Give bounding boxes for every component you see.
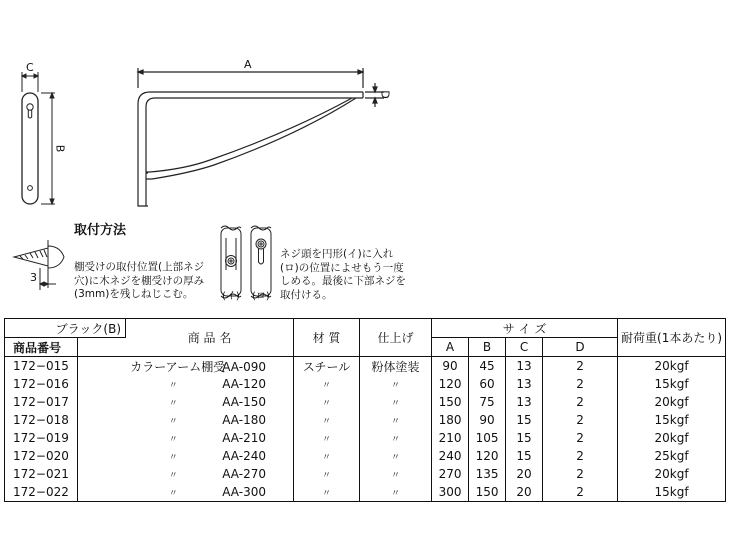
header-name: 商 品 名 [126,319,294,357]
install-note-right-line: ネジ頭を円形(イ)に入れ [280,248,394,260]
cell-load: 15kgf [618,375,726,393]
cell-finish: 粉体塗装 [360,357,432,376]
cell-material: 〃 [294,429,360,447]
cell-product-name [126,465,294,483]
cell-size-a: 150 [432,393,469,411]
cell-load: 20kgf [618,357,726,376]
cell-model: AA-120 [222,377,266,391]
cell-code: 172−016 [5,375,78,393]
table-row [5,429,726,447]
cell-name: 〃 [168,471,178,481]
label-ro: (ロ) [252,291,270,302]
header-size-b: B [469,338,506,357]
cell-size-a: 240 [432,447,469,465]
cell-material: 〃 [294,465,360,483]
cell-name: 〃 [168,489,178,499]
cell-finish: 〃 [360,447,432,465]
cell-load: 15kgf [618,411,726,429]
header-size-d: D [543,338,618,357]
cell-size-c: 20 [506,465,543,483]
install-note-left-line: (3mm)を残しねじこむ。 [74,288,194,300]
header-size: サ イ ズ [432,319,618,338]
cell-code: 172−020 [5,447,78,465]
header-code: 商品番号 [5,338,78,357]
header-load: 耐荷重(1本あたり) [618,319,726,357]
cell-material: スチール [294,357,360,376]
cell-load: 20kgf [618,465,726,483]
cell-load: 20kgf [618,429,726,447]
cell-code: 172−015 [5,357,78,376]
cell-size-c: 20 [506,483,543,502]
cell-material: 〃 [294,393,360,411]
cell-size-d: 2 [543,429,618,447]
install-note-left-line: 棚受けの取付位置(上部ネジ [74,261,205,273]
cell-size-b: 45 [469,357,506,376]
cell-size-d: 2 [543,357,618,376]
cell-size-d: 2 [543,375,618,393]
cell-size-a: 270 [432,465,469,483]
cell-name: 〃 [168,435,178,445]
header-size-a: A [432,338,469,357]
cell-load: 15kgf [618,483,726,502]
header-size-c: C [506,338,543,357]
cell-size-a: 90 [432,357,469,376]
cell-material: 〃 [294,447,360,465]
cell-product-name [126,447,294,465]
install-note-right [280,248,406,302]
keyhole-step-i [221,226,241,298]
cell-size-c: 15 [506,429,543,447]
table-row [5,483,726,502]
install-note-right-line: (ロ)の位置によせもう一度 [280,261,404,274]
cell-name: カラーアーム棚受 [130,359,226,374]
cell-size-d: 2 [543,447,618,465]
cell-size-d: 2 [543,411,618,429]
cell-name: 〃 [168,453,178,463]
color-label: ブラック(B) [5,319,126,338]
header-finish: 仕上げ [360,319,432,357]
cell-size-b: 120 [469,447,506,465]
cell-finish: 〃 [360,483,432,502]
dim-b-label: B [53,144,67,153]
cell-finish: 〃 [360,429,432,447]
cell-code: 172−019 [5,429,78,447]
cell-finish: 〃 [360,465,432,483]
cell-size-b: 135 [469,465,506,483]
cell-size-b: 60 [469,375,506,393]
install-note-right-line: しめる。最後に下部ネジを [280,275,406,287]
cell-model: AA-240 [222,449,266,463]
cell-size-d: 2 [543,465,618,483]
cell-model: AA-210 [222,431,266,445]
cell-model: AA-180 [222,413,266,427]
install-heading: 取付方法 [74,223,127,238]
cell-size-b: 150 [469,483,506,502]
cell-size-c: 13 [506,357,543,376]
table-row [5,393,726,411]
cell-load: 20kgf [618,393,726,411]
cell-code: 172−018 [5,411,78,429]
cell-code: 172−021 [5,465,78,483]
cell-name: 〃 [168,381,178,391]
cell-size-b: 75 [469,393,506,411]
table-row [5,447,726,465]
cell-code: 172−022 [5,483,78,502]
cell-finish: 〃 [360,411,432,429]
cell-material: 〃 [294,375,360,393]
cell-size-b: 105 [469,429,506,447]
cell-size-d: 2 [543,393,618,411]
dim-3-label: 3 [30,271,37,284]
install-note-left-line: 穴)に木ネジを棚受けの厚み [74,274,205,287]
cell-size-c: 15 [506,447,543,465]
cell-product-name [126,375,294,393]
install-note-left [74,261,204,302]
cell-model: AA-300 [222,485,266,499]
screw-diagram [14,240,64,290]
cell-size-a: 180 [432,411,469,429]
dim-c-label: C [26,61,34,74]
cell-material: 〃 [294,411,360,429]
table-row [5,357,726,376]
cell-product-name [126,357,294,376]
cell-name: 〃 [168,399,178,409]
cell-size-a: 210 [432,429,469,447]
cell-code: 172−017 [5,393,78,411]
cell-model: AA-090 [222,359,266,374]
cell-size-c: 13 [506,393,543,411]
table-row [5,465,726,483]
cell-product-name [126,429,294,447]
install-note-right-line: 取付ける。 [280,288,333,301]
cell-finish: 〃 [360,375,432,393]
bracket-front-view [138,68,384,206]
cell-size-a: 120 [432,375,469,393]
keyhole-step-ro [251,226,271,298]
cell-product-name [126,411,294,429]
cell-load: 25kgf [618,447,726,465]
header-material: 材 質 [294,319,360,357]
cell-size-c: 15 [506,411,543,429]
cell-product-name [126,483,294,502]
dim-a-label: A [244,58,252,71]
cell-size-d: 2 [543,483,618,502]
table-row [5,375,726,393]
cell-material: 〃 [294,483,360,502]
cell-model: AA-150 [222,395,266,409]
cell-finish: 〃 [360,393,432,411]
table-row [5,411,726,429]
dim-d-label: D [378,90,392,99]
label-i: (イ) [222,291,240,302]
cell-product-name [126,393,294,411]
cell-size-c: 13 [506,375,543,393]
cell-name: 〃 [168,417,178,427]
cell-size-a: 300 [432,483,469,502]
cell-size-b: 90 [469,411,506,429]
spec-table [4,318,726,502]
bracket-side-view [22,72,55,204]
cell-model: AA-270 [222,467,266,481]
